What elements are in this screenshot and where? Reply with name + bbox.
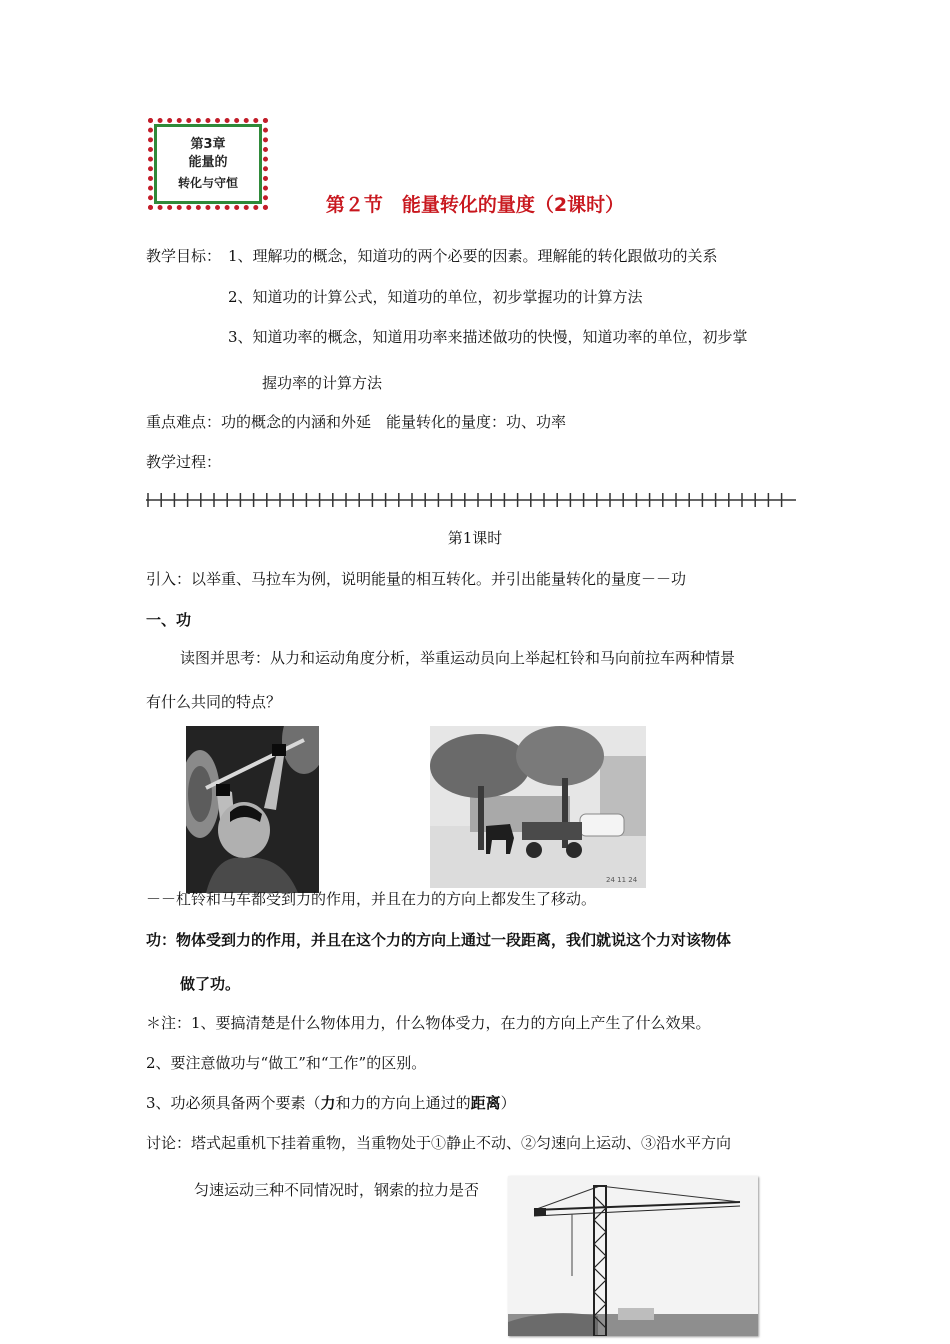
- process-label: 教学过程：: [146, 453, 222, 471]
- work-definition: 功：物体受到力的作用，并且在这个力的方向上通过一段距离，我们就说这个力对该物体: [146, 931, 732, 949]
- photo-date-stamp: 24 11 24: [606, 876, 638, 884]
- note-3-distance: 距离: [470, 1094, 501, 1112]
- note-3: [146, 1093, 516, 1113]
- answer-text: －－杠铃和马车都受到力的作用，并且在力的方向上都发生了移动。: [146, 890, 597, 908]
- weightlifter-photo: [186, 726, 319, 893]
- badge-line-3: 转化与守恒: [177, 176, 238, 190]
- lesson-heading: 第1课时: [447, 529, 503, 547]
- read-think-text: 读图并思考：从力和运动角度分析，举重运动员向上举起杠铃和马向前拉车两种情景: [180, 649, 736, 667]
- key-points: 重点难点：功的概念的内涵和外延 能量转化的量度：功、功率: [146, 413, 567, 431]
- objectives-label: 教学目标：: [146, 247, 222, 265]
- horse-cart-photo: [430, 726, 646, 888]
- note-2: 2、要注意做功与“做工”和“工作”的区别。: [146, 1054, 427, 1072]
- objective-1: 1、理解功的概念，知道功的两个必要的因素。理解能的转化跟做功的关系: [228, 247, 718, 265]
- note-1: ＊注：1、要搞清楚是什么物体用力，什么物体受力，在力的方向上产生了什么效果。: [146, 1014, 711, 1032]
- objective-2: 2、知道功的计算公式，知道功的单位，初步掌握功的计算方法: [228, 288, 643, 306]
- divider-rule: [146, 490, 796, 510]
- page-title: 第２节 能量转化的量度（2课时）: [325, 194, 625, 216]
- tower-crane-photo: [508, 1176, 758, 1336]
- discussion-text: 讨论：塔式起重机下挂着重物，当重物处于①静止不动、②匀速向上运动、③沿水平方向: [146, 1134, 732, 1152]
- section-heading: 一、功: [146, 611, 192, 629]
- note-3-force: 力: [320, 1094, 336, 1112]
- note-3-prefix: 3、功必须具备两个要素（: [146, 1094, 321, 1112]
- work-definition-end: 做了功。: [180, 975, 241, 993]
- discussion-continued: 匀速运动三种不同情况时，钢索的拉力是否: [194, 1181, 480, 1199]
- badge-line-2: 能量的: [188, 155, 228, 170]
- note-3-suffix: ）: [500, 1094, 516, 1112]
- intro-text: 引入：以举重、马拉车为例，说明能量的相互转化。并引出能量转化的量度－－功: [146, 570, 687, 588]
- objective-3-continued: 握功率的计算方法: [262, 374, 383, 392]
- read-think-question: 有什么共同的特点？: [146, 693, 282, 711]
- note-3-middle: 和力的方向上通过的: [335, 1094, 471, 1112]
- objective-3: 3、知道功率的概念，知道用功率来描述做功的快慢，知道功率的单位，初步掌: [228, 328, 748, 346]
- badge-line-1: 第3章: [190, 137, 226, 152]
